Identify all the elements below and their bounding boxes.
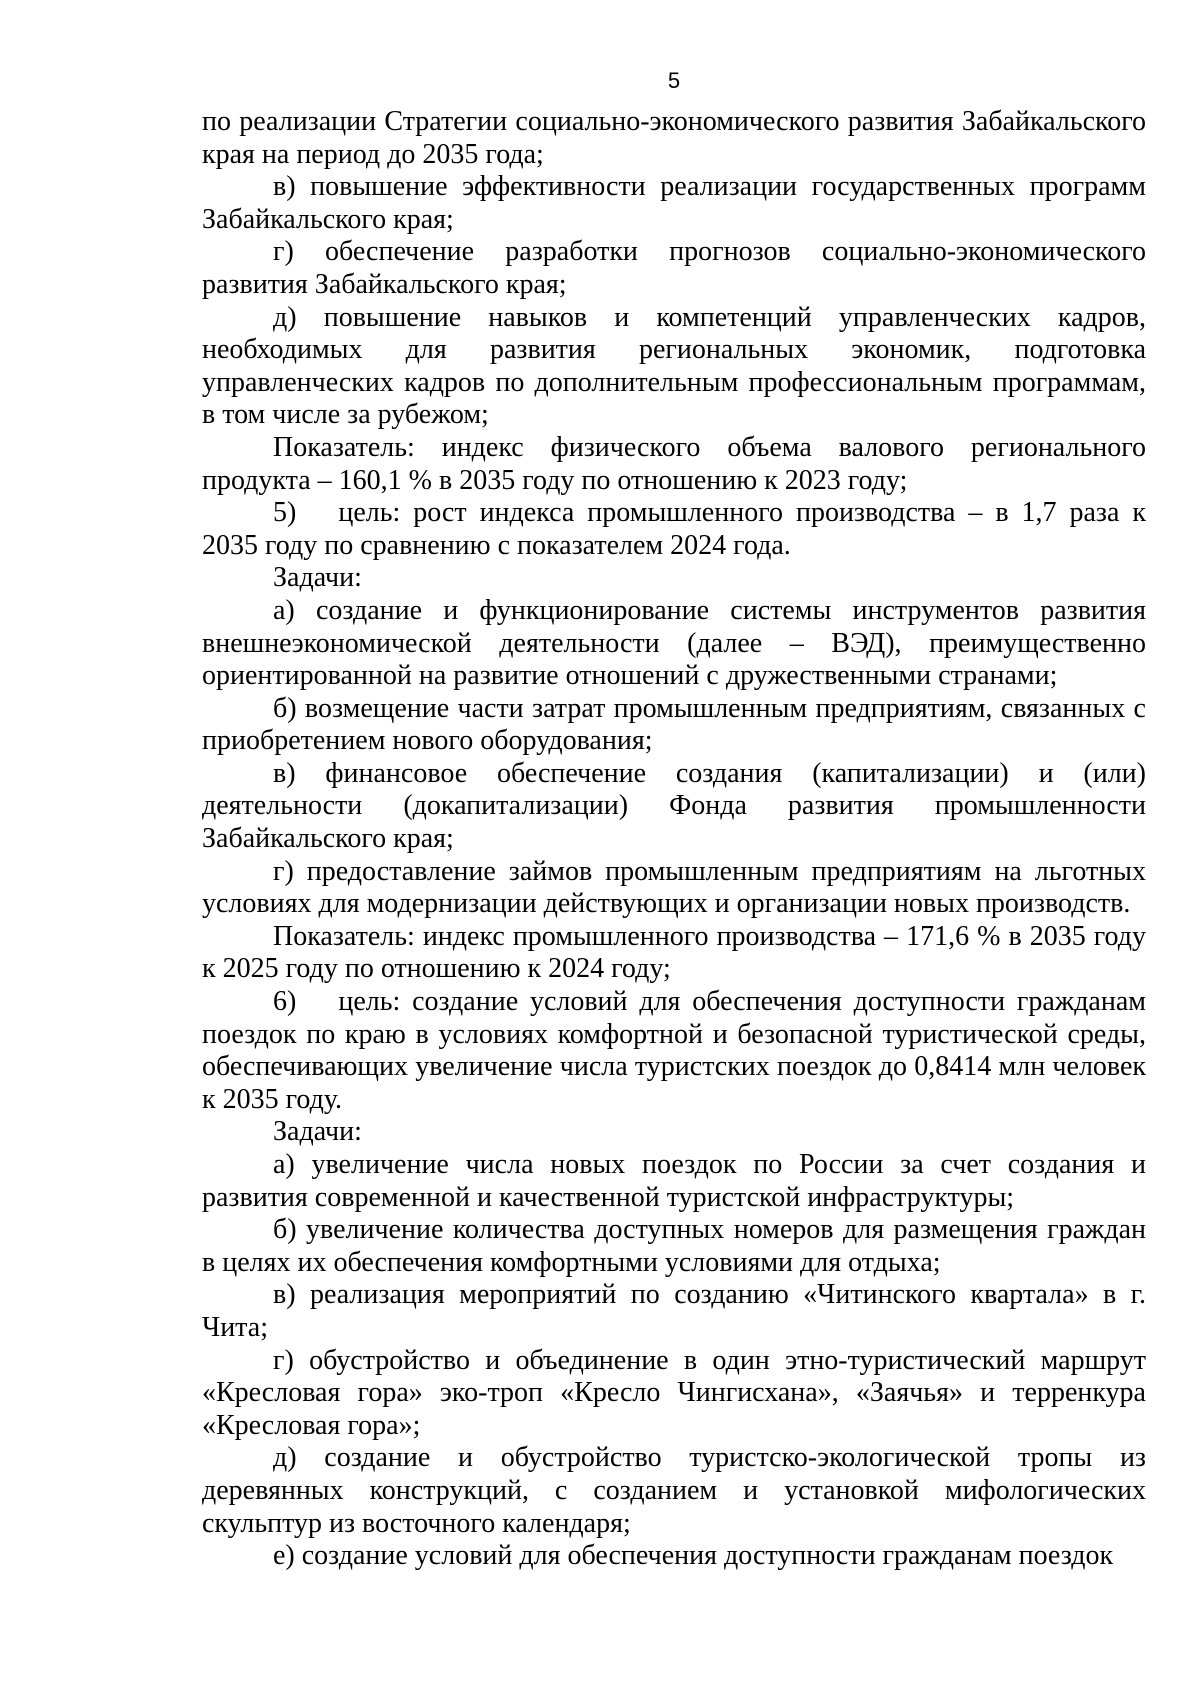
paragraph-task-v-fund: в) финансовое обеспечение создания (капитализации) и (или) деятельности (докапитализации) Фонда развития промышленности Забайкальского края;: [202, 757, 1146, 855]
paragraph-indicator-grp: Показатель: индекс физического объема валового регионального продукта – 160,1 % в 2035 году по отношению к 2023 году;: [202, 431, 1146, 496]
document-body: [202, 106, 1146, 1573]
paragraph-task-v-quarter: в) реализация мероприятий по созданию «Читинского квартала» в г. Чита;: [202, 1279, 1146, 1343]
paragraph-task-a-trips: а) увеличение числа новых поездок по России за счет создания и развития современной и качественной туристской инфраструктуры;: [202, 1149, 1146, 1213]
goal-number-5: 5): [273, 497, 297, 529]
paragraph-task-a-ved: а) создание и функционирование системы инструментов развития внешнеэкономической деятельности (далее – ВЭД), преимущественно ориентированной на развитие отношений с дружественными странами;: [202, 594, 1146, 692]
paragraph-task-v-programs: в) повышение эффективности реализации государственных программ Забайкальского края;: [202, 171, 1146, 235]
paragraph-task-e-access: е) создание условий для обеспечения доступности гражданам поездок: [273, 1540, 1114, 1572]
paragraph-strategy-continuation: по реализации Стратегии социально-экономического развития Забайкальского края на период до 2035 года;: [202, 106, 1146, 170]
paragraph-task-b-equipment: б) возмещение части затрат промышленным предприятиям, связанных с приобретением нового оборудования;: [202, 692, 1146, 757]
paragraph-task-g-loans: г) предоставление займов промышленным предприятиям на льготных условиях для модернизации действующих и организации новых производств.: [202, 855, 1146, 920]
goal-text-5: цель: рост индекса промышленного производства – в 1,7 раза к 2035 году по сравнению с показателем 2024 года.: [202, 497, 1146, 561]
paragraph-task-g-route: г) обустройство и объединение в один этно-туристический маршрут «Кресловая гора» эко-троп «Кресло Чингисхана», «Заячья» и терренкура «Кресловая гора»;: [202, 1344, 1146, 1441]
goal-text-6: цель: создание условий для обеспечения доступности гражданам поездок по краю в условиях комфортной и безопасной туристической среды, обеспечивающих увеличение числа туристских поездок до 0,8414 млн человек к 2035 году.: [202, 986, 1146, 1115]
paragraph-tasks-heading-5: Задачи:: [273, 562, 362, 594]
paragraph-task-b-rooms: б) увеличение количества доступных номеров для размещения граждан в целях их обеспечения комфортными условиями для отдыха;: [202, 1214, 1146, 1278]
paragraph-task-g-forecasts: г) обеспечение разработки прогнозов социально-экономического развития Забайкальского края;: [202, 236, 1146, 300]
paragraph-indicator-industrial: Показатель: индекс промышленного производства – 171,6 % в 2035 году к 2025 году по отношению к 2024 году;: [202, 920, 1146, 985]
goal-number-6: 6): [273, 986, 297, 1018]
page-number: 5: [667, 68, 681, 93]
paragraph-task-d-trail: д) создание и обустройство туристско-экологической тропы из деревянных конструкций, с созданием и установкой мифологических скульптур из восточного календаря;: [202, 1442, 1146, 1539]
paragraph-goal-6: [202, 986, 1146, 1116]
paragraph-tasks-heading-6: Задачи:: [273, 1116, 362, 1148]
paragraph-goal-5: [202, 497, 1146, 562]
paragraph-task-d-personnel: д) повышение навыков и компетенций управленческих кадров, необходимых для развития региональных экономик, подготовка управленческих кадров по дополнительным профессиональным программам, в том числе за рубежом;: [202, 301, 1146, 431]
